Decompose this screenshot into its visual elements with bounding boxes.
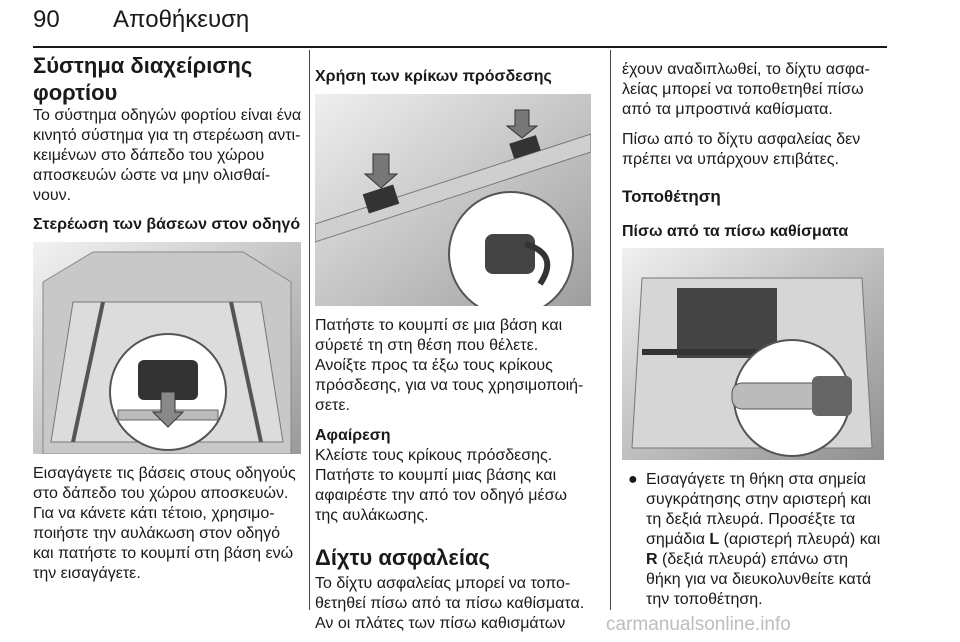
lashing-eyes-illustration bbox=[315, 94, 591, 306]
marker-R: R bbox=[646, 551, 658, 568]
column-3 bbox=[622, 52, 890, 610]
page-title: Αποθήκευση bbox=[113, 6, 250, 33]
safety-net-text: Το δίχτυ ασφαλείας μπορεί να τοπο‐ θετηθεί πίσω από τα πίσω καθίσματα. Αν οι πλάτες των πίσω καθισμάτων bbox=[315, 575, 585, 632]
cargo-intro-text: Το σύστημα οδηγών φορτίου είναι ένα κινητό σύστημα για τη στερέωση αντι‐ κειμένων στο δάπεδο του χώρου αποσκευών ώστε να μην ολισθαί‐ νουν. bbox=[33, 107, 302, 204]
header-rule bbox=[33, 46, 887, 48]
section-heading-cargo-system: Σύστημα διαχείρισης φορτίου bbox=[33, 53, 253, 105]
fixing-bases-text: Εισαγάγετε τις βάσεις στους οδηγούς στο δάπεδο του χώρου αποσκευών. Για να κάνετε κάτι τέτοιο, χρησιμο‐ ποιήστε την αυλάκωση στον οδηγό και πατήστε το κουμπί στη βάση ενώ την εισαγάγετε. bbox=[33, 465, 296, 582]
column-1 bbox=[33, 52, 303, 584]
page-number: 90 bbox=[33, 6, 60, 33]
figure-safety-net-illustration bbox=[622, 248, 884, 460]
column-divider-1 bbox=[309, 50, 310, 610]
page-header bbox=[33, 4, 887, 48]
subheading-behind-rear-seats: Πίσω από τα πίσω καθίσματα bbox=[622, 223, 849, 240]
figure-cargo-floor-illustration bbox=[33, 242, 301, 454]
section-heading-safety-net: Δίχτυ ασφαλείας bbox=[315, 545, 490, 570]
subheading-installation: Τοποθέτηση bbox=[622, 187, 721, 206]
watermark: carmanualsonline.info bbox=[606, 614, 791, 635]
safety-net-illustration bbox=[622, 248, 884, 460]
bullet-dot: ● bbox=[628, 471, 638, 488]
safety-net-text-continued: έχουν αναδιπλωθεί, το δίχτυ ασφα‐ λείας μπορεί να τοποθετηθεί πίσω από τα μπροστινά καθίσματα. bbox=[622, 61, 870, 118]
column-2 bbox=[315, 52, 595, 634]
removal-text: Κλείστε τους κρίκους πρόσδεσης. Πατήστε το κουμπί μιας βάσης και αφαιρέστε την από τον οδηγό μέσω της αυλάκωσης. bbox=[315, 447, 567, 524]
subheading-removal: Αφαίρεση bbox=[315, 427, 391, 444]
subheading-lashing-eyes: Χρήση των κρίκων πρόσδεσης bbox=[315, 68, 552, 85]
lashing-eyes-text: Πατήστε το κουμπί σε μια βάση και σύρετέ τη στη θέση που θέλετε. Ανοίξτε προς τα έξω τους κρίκους πρόσδεσης, για να τους χρησιμοποιή‐ σετε. bbox=[315, 317, 584, 414]
installation-bullet: ● Εισαγάγετε τη θήκη στα σημεία συγκράτησης στην αριστερή και τη δεξιά πλευρά. Προσέξτε τα σημάδια L (αριστερή πλευρά) και R (δεξιά πλευρά) επάνω στη θήκη για να διευκολυνθείτε κατά την τοποθέτηση. bbox=[628, 471, 881, 608]
cargo-floor-illustration bbox=[33, 242, 301, 454]
column-divider-2 bbox=[610, 50, 611, 610]
figure-lashing-eyes-illustration bbox=[315, 94, 591, 306]
passenger-warning-text: Πίσω από το δίχτυ ασφαλείας δεν πρέπει να υπάρχουν επιβάτες. bbox=[622, 131, 861, 168]
marker-L: L bbox=[709, 531, 720, 548]
subheading-fixing-bases: Στερέωση των βάσεων στον οδηγό bbox=[33, 216, 301, 233]
